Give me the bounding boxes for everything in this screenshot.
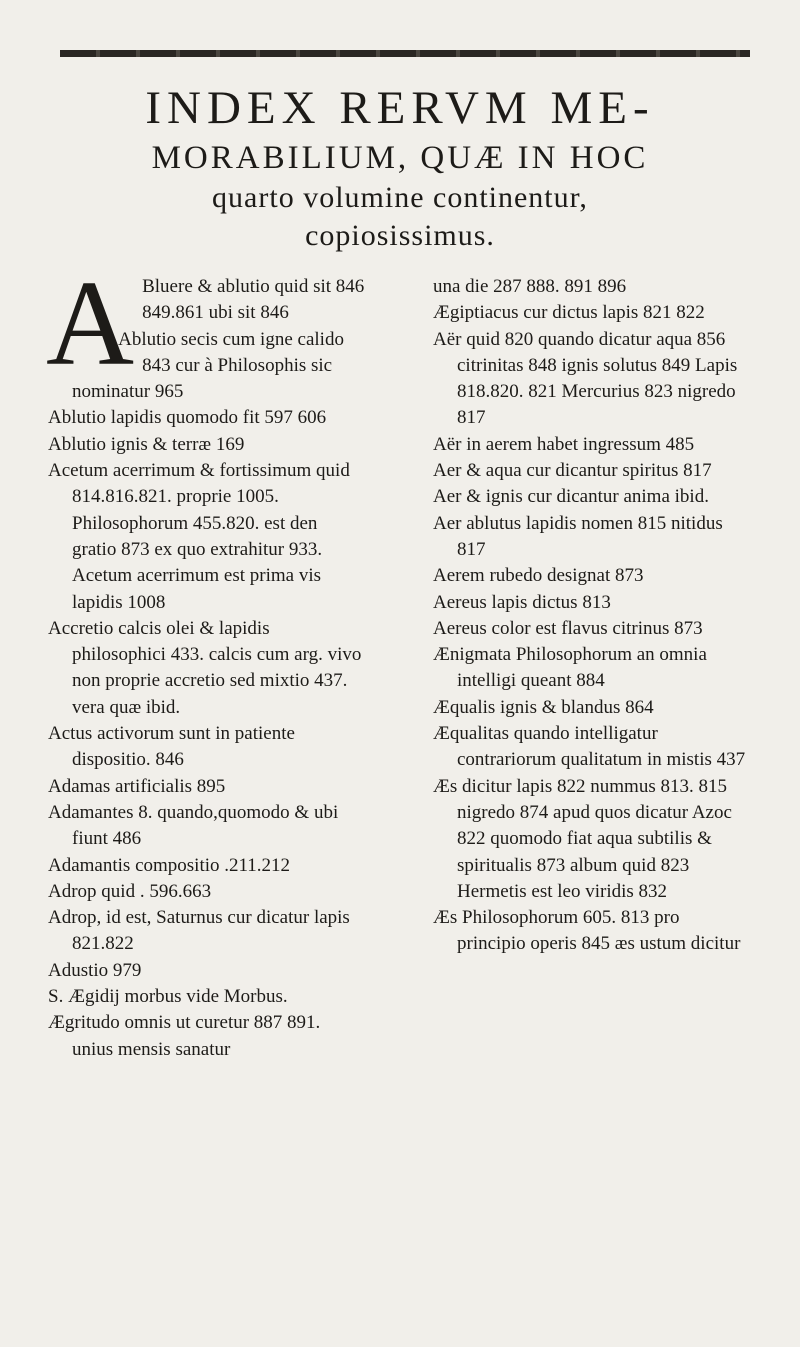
- index-entry: Bluere & ablutio quid sit 846 849.861 ubi sit 846: [142, 276, 365, 324]
- page-title: INDEX RERVM ME-: [145, 82, 655, 134]
- index-entry: Æqualis ignis & blandus 864: [433, 696, 654, 718]
- page-subtitle-line-3: copiosissimus.: [305, 219, 495, 252]
- index-entry: Ægiptiacus cur dictus lapis 821 822: [433, 302, 705, 324]
- header-rule: [60, 50, 750, 57]
- index-entry: Acetum acerrimum & fortissimum quid 814.816.821. proprie 1005. Philosophorum 455.820. est den gratio 873 ex quo extrahitur 933. Acetum acerrimum est prima vis lapidis 1008: [48, 460, 350, 613]
- index-entry: Aër quid 820 quando dicatur aqua 856 citrinitas 848 ignis solutus 849 Lapis 818.820. 821 Mercurius 823 nigredo 817: [433, 328, 738, 429]
- index-entry: Aereus lapis dictus 813: [433, 591, 611, 613]
- index-entry: Adamantis compositio .211.212: [48, 854, 291, 876]
- index-entry: Æs Philosophorum 605. 813 pro principio operis 845 æs ustum dicitur: [433, 907, 741, 955]
- index-entry: Aerem rubedo designat 873: [433, 565, 644, 587]
- index-entry: Aer ablutus lapidis nomen 815 nitidus 817: [433, 512, 723, 560]
- index-entry: Aer & ignis cur dicantur anima ibid.: [433, 486, 709, 508]
- drop-cap: A: [46, 256, 135, 391]
- index-entry: Æs dicitur lapis 822 nummus 813. 815 nigredo 874 apud quos dicatur Azoc 822 quomodo fiat aqua subtilis & spiritualis 873 album quid 823 Hermetis est leo viridis 832: [433, 775, 732, 902]
- index-entry: Aër in aerem habet ingressum 485: [433, 433, 695, 455]
- index-entry: Ablutio ignis & terræ 169: [48, 433, 245, 455]
- index-column-left: [46, 256, 366, 1063]
- index-column-right: [433, 274, 751, 958]
- page-subtitle-line-2: quarto volumine continentur,: [212, 181, 588, 214]
- index-entry: Ænigmata Philosophorum an omnia intelligi queant 884: [433, 644, 707, 692]
- index-entry: Aer & aqua cur dicantur spiritus 817: [433, 460, 712, 482]
- index-entry: Adrop, id est, Saturnus cur dicatur lapis 821.822: [48, 907, 350, 955]
- index-entry: Ablutio lapidis quomodo fit 597 606: [48, 407, 327, 429]
- index-entry: Accretio calcis olei & lapidis philosophici 433. calcis cum arg. vivo non proprie accretio sed mixtio 437. vera quæ ibid.: [48, 617, 362, 718]
- index-entry: una die 287 888. 891 896: [433, 276, 627, 297]
- index-entry: Actus activorum sunt in patiente dispositio. 846: [48, 723, 295, 771]
- index-entry: Adamas artificialis 895: [48, 775, 226, 797]
- index-entry: Adustio 979: [48, 959, 142, 981]
- index-entry: S. Ægidij morbus vide Morbus.: [48, 986, 288, 1008]
- index-entry: Æqualitas quando intelligatur contrariorum qualitatum in mistis 437: [433, 723, 746, 771]
- index-entry: Aereus color est flavus citrinus 873: [433, 617, 703, 639]
- index-entry: Ablutio secis cum igne calido 843 cur à Philosophis sic nominatur 965: [72, 328, 344, 403]
- page-subtitle: MORABILIUM, QUÆ IN HOC: [151, 140, 649, 176]
- index-entry: Adrop quid . 596.663: [48, 880, 212, 902]
- index-entry: Adamantes 8. quando,quomodo & ubi fiunt 486: [48, 801, 339, 850]
- index-entry: Ægritudo omnis ut curetur 887 891. unius mensis sanatur: [48, 1012, 321, 1060]
